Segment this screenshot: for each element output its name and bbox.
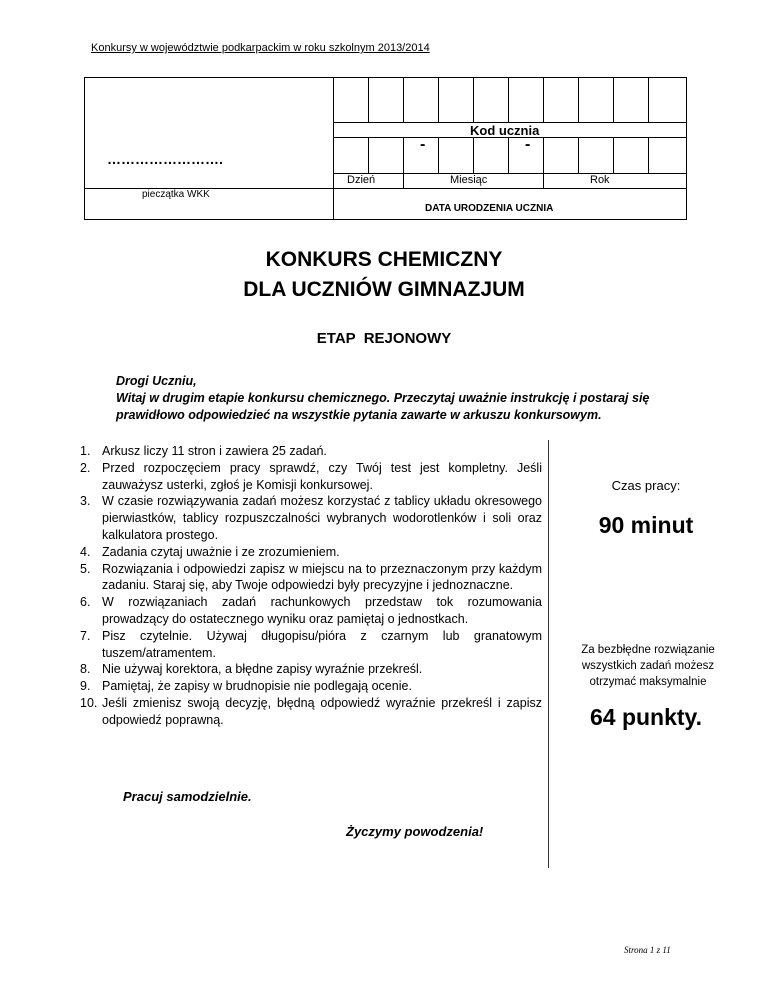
list-item: 7. Pisz czytelnie. Używaj długopisu/pióra z czarnym lub granatowym tuszem/atramentem. [80, 628, 542, 660]
list-item: 9. Pamiętaj, że zapisy w brudnopisie nie podlegają ocenie. [80, 679, 412, 694]
list-item: 2. Przed rozpoczęciem pracy sprawdź, czy Twój test jest kompletny. Jeśli zauważysz usterki, zgłoś je Komisji konkursowej. [80, 460, 542, 492]
greeting: Drogi Uczniu, [116, 374, 197, 388]
code-cells[interactable] [333, 78, 686, 122]
column-divider [548, 440, 549, 868]
time-label: Czas pracy: [611, 478, 681, 493]
title-line-2: DLA UCZNIÓW GIMNAZJUM [243, 278, 525, 301]
birth-date-label: DATA URODZENIA UCZNIA [425, 203, 554, 214]
stamp-label: pieczątka WKK [142, 189, 210, 200]
title-line-1: KONKURS CHEMICZNY [265, 248, 503, 271]
birth-date-cells[interactable] [333, 137, 686, 173]
good-luck: Życzymy powodzenia! [346, 824, 484, 839]
stamp-dots: ……………………. [107, 151, 223, 167]
work-alone: Pracuj samodzielnie. [123, 789, 252, 804]
stage-title: ETAP REJONOWY [316, 330, 452, 347]
list-item: 3. W czasie rozwiązywania zadań możesz korzystać z tablicy układu okresowego pierwiastków, tablicy rozpuszczalności wybranych wodorotlenków i soli oraz kalkulatora prostego. [80, 494, 542, 542]
year-label: Rok [590, 174, 610, 186]
points-note: Za bezbłędne rozwiązanie wszystkich zadań możesz otrzymać maksymalnie [581, 644, 715, 688]
date-separator-2: - [525, 136, 531, 153]
list-item: 4. Zadania czytaj uważnie i ze zrozumieniem. [80, 544, 340, 559]
list-item: 6. W rozwiązaniach zadań rachunkowych przedstaw tok rozumowania prowadzący do ostatecznego wyniku oraz pamiętaj o jednostkach. [80, 595, 542, 626]
list-item: 5. Rozwiązania i odpowiedzi zapisz w miejscu na to przeznaczonym przy każdym zadaniu. Staraj się, aby Twoje odpowiedzi były precyzyjne i jednoznaczne. [80, 561, 542, 593]
month-label: Miesiąc [450, 174, 488, 186]
date-separator-1: - [420, 136, 426, 153]
header-text: Konkursy w województwie podkarpackim w roku szkolnym 2013/2014 [91, 42, 430, 54]
page-header [91, 42, 430, 54]
list-item: 1. Arkusz liczy 11 stron i zawiera 25 zadań. [80, 444, 327, 458]
list-item: 10. Jeśli zmienisz swoją decyzję, błędną odpowiedź wyraźnie przekreśl i zapisz odpowiedź poprawną. [80, 695, 542, 727]
points-value: 64 punkty. [589, 704, 703, 730]
rules-list [80, 443, 542, 729]
day-label: Dzień [347, 174, 376, 186]
page-number: Strona 1 z 11 [624, 945, 671, 955]
intro-text: Witaj w drugim etapie konkursu chemicznego. Przeczytaj uważnie instrukcję i postaraj się prawidłowo odpowiedzieć na wszystkie pytania zawarte w arkuszu konkursowym. [116, 391, 650, 422]
student-code-box [84, 77, 687, 220]
list-item: 8. Nie używaj korektora, a błędne zapisy wyraźnie przekreśl. [80, 662, 423, 677]
time-value: 90 minut [598, 512, 694, 538]
code-label: Kod ucznia [470, 123, 540, 138]
